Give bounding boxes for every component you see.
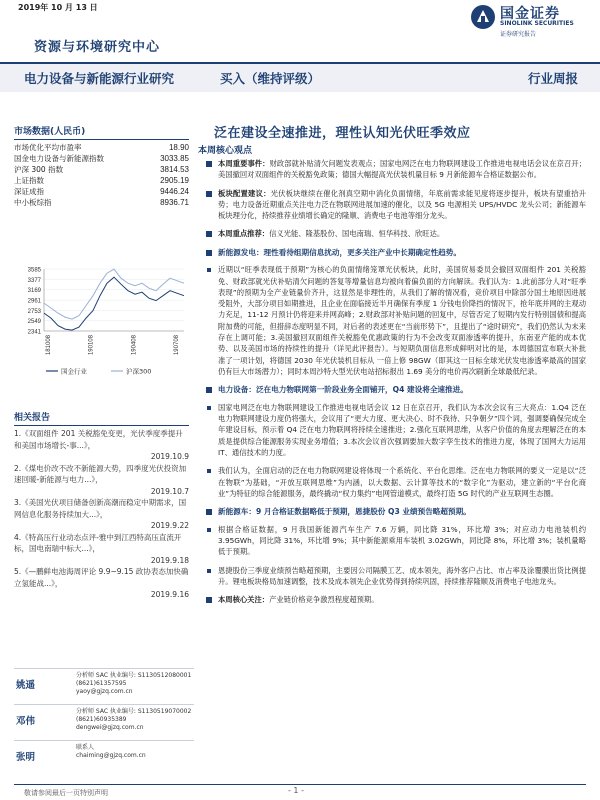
- section-heading-power-equipment: 电力设备：泛在电力物联网第一阶段业务全面铺开，Q4 建设将全速推进。: [206, 384, 586, 396]
- analyst-role: 联系人: [76, 744, 95, 751]
- market-data-title: 市场数据(人民币): [14, 124, 189, 140]
- market-row: [14, 142, 189, 153]
- section-heading-renewables: 新能源发电：理性看待组期信息扰动，更多关注产业中长期确定性趋势。: [206, 247, 586, 259]
- enjie-paragraph: 恩捷股份三季度业绩预告略超预期，主要因公司隔膜工艺、成本领先，海外客户占比、市占率及涂覆膜出货比例提升。锂电板块格局加速调整，技术及成本领先企业优势得到持续巩固，持续推荐隆顺及消费电子电池龙头。: [206, 565, 586, 588]
- market-row: [14, 153, 189, 164]
- related-title: 相关报告: [14, 410, 189, 426]
- y-tick-label: 2961: [27, 298, 41, 305]
- related-item-date: 2019.10.9: [150, 452, 189, 461]
- section-heading-nev: 新能源车：9 月合格证数据略低于预期，恩捷股份 Q3 业绩预告略超预期。: [206, 506, 586, 518]
- related-item-date: 2019.9.18: [150, 555, 189, 565]
- market-label: 国金电力设备与新能源指数: [14, 154, 104, 163]
- footer-rule: [14, 784, 586, 785]
- x-tick-label: 190708: [174, 335, 180, 356]
- related-item-text: 2.《煤电价改不改不新能源大势，四季度光伏投资加速回暖-新能源与电力...》，: [14, 463, 187, 484]
- series-line-1: [44, 277, 184, 330]
- analyst-email[interactable]: chaiming@gjzq.com.cn: [76, 752, 146, 759]
- renewables-paragraph: 近期以“旺季表现低于预期”为核心的负面情绪笼罩光伏板块，此时，美国贸易委员会撤回双面组件 201 关税豁免、财政部就光伏补贴清欠问题的答复等增量信息均被向着偏负面的方向解读。我们认为：1.此前部分人对“旺季表现”的预期为全产业链量价齐升，这显然是非理性的，从我们了解的情况看，竞价项目中除部分国土地原因进展受阻外，大部分项目如期推进，且企业在面临接近半月确保有季度 1 分钱电价降挡的情况下，抢年底并网的主观动力充足，11-12 月预计仍将迎来并网高峰；2.财政部对补贴问题的回复中，尽管否定了短期内发行特别国债和提高附加费的可能，但措辞态度明显不同，对后者的表述更在“当前形势下”，且提出了“途时研究”，我们仍然认为未来存在上调可能；3.美国撤回双面组件关税豁免优惠政策的行为不会改变双面渗透率的提升，东南亚产能的成本优势、以及美国市场的持续性的提升（详见此评报告）。与短期负面信息形成鲜明对比的是，本周德国宣布联大补批准了一项计划，将德国 2030 年光伏装机目标从 一倍上修 98GW（即其这一目标全球光伏发电渗透率最高的国家仍有巨大市场潜力）；同时本周沙特大型光伏电站招标报出 1.69 美分的电价再次刷新全球最低纪录。: [206, 264, 586, 377]
- footer-disclaimer: 敬请参阅最后一页特别声明: [24, 789, 108, 797]
- y-tick-label: 2549: [27, 319, 41, 326]
- y-tick-label: 2341: [27, 329, 41, 336]
- market-label: 市场优化平均市盈率: [14, 143, 82, 152]
- related-item-date: 2019.10.7: [150, 486, 189, 496]
- related-item-text: 3.《美国光伏项目储备创新高潮而稳定中期需求，国网信息化服务持续加大...》，: [14, 498, 187, 519]
- picks-paragraph: [206, 228, 586, 239]
- analyst-phone: (8621)61357595: [76, 680, 127, 687]
- related-item-text: 5.《—鹏鲜电池海周评论 9.9~9.15 政协表态加快确立氢能战...》，: [14, 567, 189, 588]
- allocation-paragraph: [206, 188, 586, 222]
- analyst-card: [14, 740, 194, 776]
- market-value: 9446.24: [160, 187, 189, 196]
- market-data-panel: [14, 124, 189, 208]
- logo-en-text: SINOLINK SECURITIES: [500, 20, 574, 27]
- market-row: [14, 186, 189, 197]
- y-tick-label: 3377: [27, 277, 41, 284]
- para-text: 光伏板块继续在催化剂真空期中消化负面情绪，年底前需求能见度将逐步提升，板块有望重拾升势；电力设备近期重点关注电力泛在物联网进展加速的催化，以及 5G 电源相关 UPS/HVDC 龙头公司；新能源车板块理分化，持续推荐业绩增长确定的隆顺、消费电子电池等细分龙头。: [218, 188, 587, 221]
- market-value: 3033.85: [160, 154, 189, 163]
- market-row: [14, 175, 189, 186]
- market-value: 8936.71: [160, 198, 189, 207]
- nev-data-paragraph: 根据合格证数据，9 月我国新能源汽车生产 7.6 万辆，同比降 31%，环比增 3%；对应动力电池装机约 3.95GWh，同比降 31%，环比增 9%；其中新能源乘用车装机 3.02GWh，同比降 8%，环比增 3%；装机量略低于预期。: [206, 524, 586, 558]
- market-value: 2905.19: [160, 176, 189, 185]
- risk-paragraph: [206, 594, 586, 605]
- brand-logo: [470, 2, 595, 42]
- para-lead: 本周核心关注：: [218, 595, 270, 605]
- related-item-text: 4.《特高压行业动态点评-雅中到江西特高压直流开标，国电南瑞中标大...》，: [14, 532, 182, 553]
- related-item[interactable]: [14, 566, 189, 601]
- report-date: 2019年 10 月 13 日: [18, 3, 98, 12]
- market-label: 中小板综指: [14, 198, 52, 207]
- related-item-date: 2019.9.16: [150, 590, 189, 599]
- analyst-email[interactable]: dengwei@gjzq.com.cn: [76, 724, 144, 731]
- para-text: 信义光能、隆基股份、国电南瑞、恒华科技、欣旺达。: [269, 229, 445, 239]
- index-chart: [14, 263, 189, 388]
- analyst-list: [14, 668, 194, 776]
- logo-mark-icon: [470, 4, 496, 30]
- core-view-title: 本周核心观点: [198, 146, 253, 156]
- market-row: [14, 164, 189, 175]
- para-lead: 板块配置建议：: [218, 188, 271, 198]
- market-label: 上证指数: [14, 176, 44, 185]
- logo-cn-text: 国金证券: [500, 6, 560, 22]
- related-list: [14, 428, 189, 601]
- analyst-phone: (8621)60935389: [76, 716, 127, 723]
- iot-paragraph: 我们认为，全面启动的泛在电力物联网建设将体现一个系统化、平台化思维。泛在电力物联网的要义一定是以“泛在物联”为基础，“开放互联网思维”为内涵，以大数据、云计算等技术的“数字化”为驱动，建立新的“平台化商业”为特征的综合能源服务，最终撬动“权力集约”电网管道模式，最终打造 5G 时代的产业互联网生态圈。: [206, 465, 586, 499]
- market-label: 沪深 300 指数: [14, 165, 64, 174]
- para-lead: 本周重要事件：: [218, 159, 270, 168]
- para-lead: 本周重点推荐：: [218, 229, 270, 239]
- key-events-paragraph: [206, 158, 586, 181]
- x-tick-label: 190108: [88, 335, 95, 356]
- y-tick-label: 3169: [27, 288, 41, 295]
- related-item[interactable]: [14, 532, 189, 567]
- x-tick-label: 181008: [46, 335, 52, 356]
- related-item[interactable]: [14, 497, 189, 532]
- logo-tagline: 证券研究报告: [500, 31, 537, 38]
- power-equipment-paragraph: 国家电网泛在电力物联网建设工作推进电视电话会议 12 日在京召开，我们认为本次会议有三大亮点：1.Q4 泛在电力物联网建设力度仍将强大，会议用了“更大力度、更大决心、时不我待、只争朝夕”四个词，强调要确保完成全年建设目标，预示着 Q4 泛在电力物联网将持续全速推进；2.强化互联网思维，从客户价值的角度去理解泛在的本质是提供综合能源服务实现业务增值；3.本次会议首次强调要加大数字孪生技术的推进力度，体现了国网大力运用 IT、通信技术的力度。: [206, 402, 586, 458]
- legend-label: 国金行业: [61, 367, 87, 376]
- analyst-email[interactable]: yaoy@gjzq.com.cn: [76, 688, 133, 695]
- related-item[interactable]: [14, 428, 189, 463]
- market-value: 18.90: [168, 143, 189, 152]
- analyst-name: 张明: [16, 752, 36, 763]
- main-title: 泛在建设全速推进，理性认知光伏旺季效应: [214, 126, 471, 141]
- legend-label: 沪深300: [126, 367, 152, 376]
- market-label: 深证成指: [14, 187, 44, 196]
- report-body: [206, 158, 586, 612]
- industry-title: 电力设备与新能源行业研究: [24, 71, 175, 86]
- research-dept: 资源与环境研究中心: [34, 40, 161, 55]
- para-text: 产业链价格竞争激烈程度超预期。: [269, 595, 379, 605]
- page-number: - 1 -: [288, 786, 304, 795]
- analyst-card: [14, 668, 194, 704]
- analyst-name: 姚遥: [16, 680, 36, 691]
- x-tick-label: 190408: [131, 335, 138, 356]
- related-item[interactable]: [14, 463, 189, 498]
- y-tick-label: 3585: [27, 267, 41, 274]
- rating-label: 买入（维持评级）: [220, 71, 321, 86]
- related-item-date: 2019.9.22: [150, 521, 189, 530]
- title-band: [0, 62, 600, 92]
- market-value: 3814.53: [160, 165, 189, 174]
- para-text: 财政部就补贴清欠问题发表观点；国家电网泛在电力物联网建设工作推进电视电话会议在京召开；美国撤回对双面组件的关税豁免政策；德国大幅提高光伏装机量目标 9 月新能源车合格证数据公布。: [218, 159, 586, 180]
- market-row: [14, 197, 189, 208]
- related-item-text: 1.《双面组件 201 关税豁免变更，光伏季度季提升和美国市场增长-事...》，: [14, 429, 183, 450]
- analyst-card: [14, 704, 194, 740]
- index-chart-svg: [14, 263, 189, 388]
- analyst-cert: 分析师 SAC 执业编号: S1130512080001: [76, 672, 192, 679]
- report-type: 行业周报: [527, 71, 578, 86]
- analyst-name: 邓伟: [16, 716, 36, 727]
- y-tick-label: 2753: [27, 308, 41, 315]
- analyst-cert: 分析师 SAC 执业编号: S1130519070002: [76, 708, 192, 715]
